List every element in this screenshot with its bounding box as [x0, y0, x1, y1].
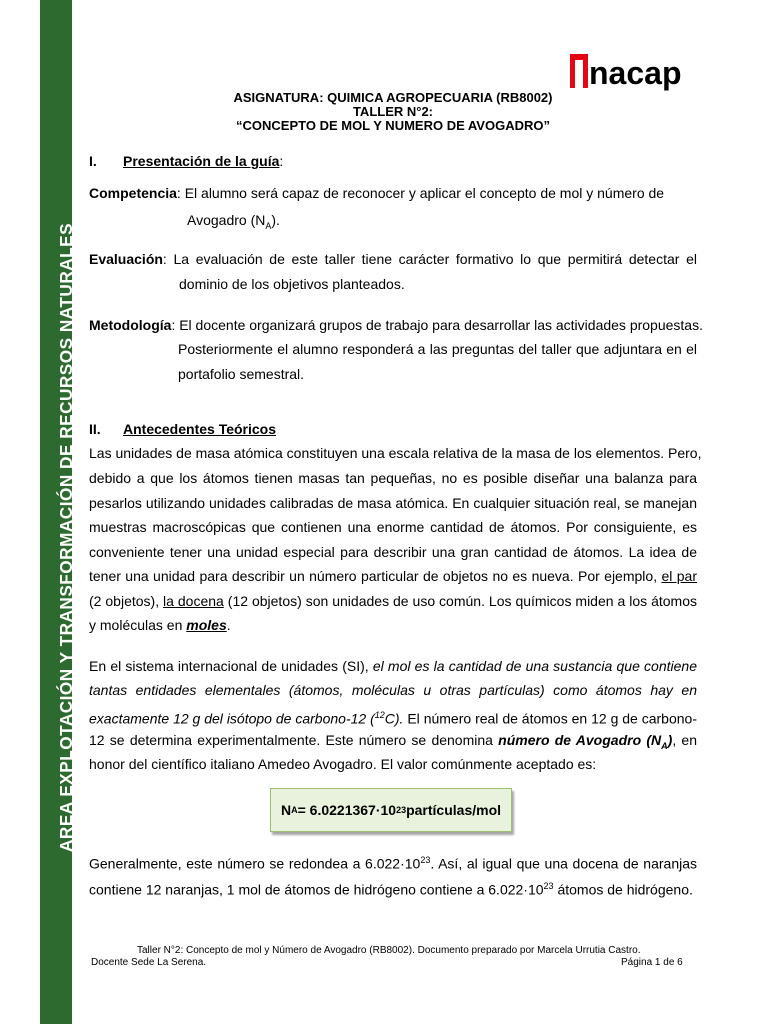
- p1-line1: Las unidades de masa atómica constituyen una escala relativa de la masa de los elementos. Pero,: [89, 445, 702, 461]
- p1-line4: muestras macroscópicas que contienen una enorme cantidad de átomos. Por consiguiente, es: [89, 519, 697, 535]
- p1-line2: debido a que los átomos tienen masas tan pequeñas, no es posible diseñar una balanza para: [89, 470, 697, 486]
- avogadro-formula-box: N A = 6.0221367·10 23 partículas/mol: [270, 788, 512, 832]
- metodologia-line2: Posteriormente el alumno responderá a las preguntas del taller que adjuntara en el: [178, 341, 697, 357]
- logo-text: nacap: [589, 55, 682, 91]
- evaluacion-line1: Evaluación: La evaluación de este taller tiene carácter formativo lo que permitirá detectar el: [89, 251, 697, 267]
- p1-line6: tener una unidad para describir un número particular de objetos no es nueva. Por ejemplo, el par: [89, 568, 697, 584]
- metodologia-line1: Metodología: El docente organizará grupos de trabajo para desarrollar las actividades propuestas.: [89, 317, 703, 333]
- section2-heading: II. Antecedentes Teóricos: [89, 421, 277, 437]
- evaluacion-line2: dominio de los objetivos planteados.: [179, 276, 405, 292]
- p2-line5: honor del científico italiano Amedeo Avogadro. El valor comúnmente aceptado es:: [89, 756, 597, 772]
- p2-line4: 12 se determina experimentalmente. Este número se denomina número de Avogadro $(N_A)$, en: [89, 732, 698, 751]
- p1-line3: pesarlos utilizando unidades calibradas de masa atómica. En cualquier situación real, se manejan: [89, 495, 697, 511]
- competencia-line1: Competencia: El alumno será capaz de reconocer y aplicar el concepto de mol y número de: [89, 185, 665, 201]
- footer-line2: Docente Sede La Serena.: [91, 957, 207, 968]
- header-subject: ASIGNATURA: QUIMICA AGROPECUARIA (RB8002): [233, 90, 553, 105]
- p2-line2: tantas entidades elementales (átomos, moléculas u otras partículas) como átomos hay en: [89, 682, 697, 698]
- p2-line1: En el sistema internacional de unidades (SI), el mol es la cantidad de una sustancia que contiene: [89, 658, 697, 674]
- footer-line1: Taller N°2: Concepto de mol y Número de Avogadro (RB8002). Documento preparado por Marcela Urrutia Castro.: [137, 945, 641, 956]
- header-topic: “CONCEPTO DE MOL Y NUMERO DE AVOGADRO”: [236, 118, 550, 133]
- p1-line8: y moléculas en moles.: [89, 617, 231, 633]
- p1-line7: (2 objetos), la docena (12 objetos) son unidades de uso común. Los químicos miden a los átomos: [89, 593, 697, 609]
- p1-line5: conveniente tener una unidad especial para describir una gran cantidad de átomos. La idea de: [89, 544, 697, 560]
- sidebar-label: AREA EXPLOTACIÓN Y TRANSFORMACIÓN DE RECURSOS NATURALES: [56, 222, 76, 852]
- inacap-logo: [570, 54, 682, 91]
- metodologia-line3: portafolio semestral.: [178, 366, 305, 382]
- competencia-line2: Avogadro $(N_A)$.: [187, 212, 280, 231]
- p2-line3: exactamente 12 g del isótopo de carbono-12 ($^{12}$C). El número real de átomos en 12 g de carbono-: [89, 710, 697, 727]
- header-workshop: TALLER N°2:: [352, 104, 434, 119]
- logo-mark-icon: [570, 54, 588, 88]
- section1-heading: I. Presentación de la guía:: [89, 153, 284, 169]
- footer-page-number: Página 1 de 6: [621, 957, 683, 968]
- p3-line1: Generalmente, este número se redondea a $6.022\cdot 10^{23}$. Así, al igual que una docena de naranjas: [89, 855, 698, 872]
- p3-line2: contiene 12 naranjas, 1 mol de átomos de hidrógeno contiene a $6.022\cdot 10^{23}$ átomos de hidrógeno.: [89, 881, 693, 898]
